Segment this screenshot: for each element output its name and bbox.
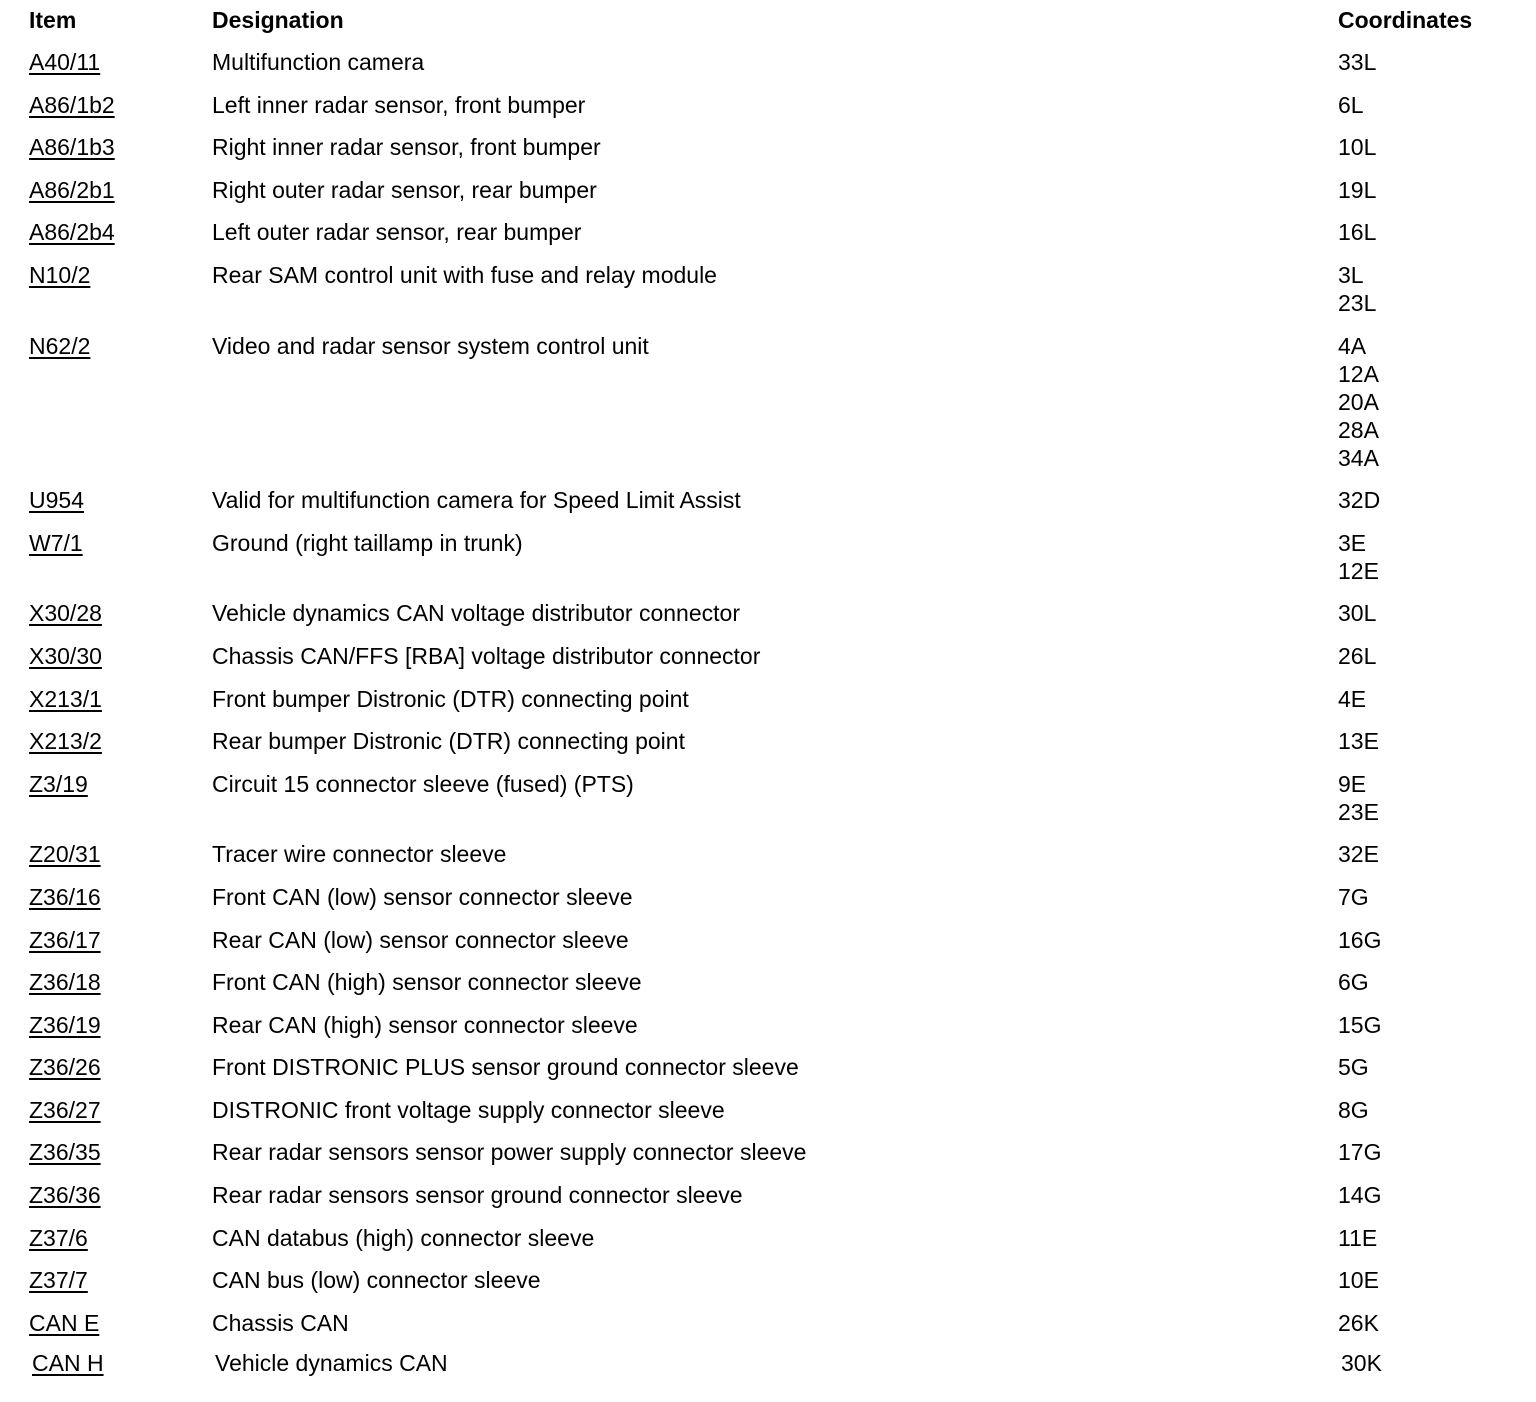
item-link[interactable]: Z37/6 <box>29 1224 88 1251</box>
table-row <box>29 1266 1509 1294</box>
designation-cell: CAN bus (low) connector sleeve <box>212 1267 541 1294</box>
designation-cell: Left outer radar sensor, rear bumper <box>212 219 582 246</box>
table-row <box>29 133 1509 161</box>
coordinate-value: 15G <box>1338 1011 1382 1038</box>
designation-cell: Vehicle dynamics CAN <box>215 1350 448 1377</box>
designation-cell: Front CAN (high) sensor connector sleeve <box>212 969 642 996</box>
item-cell <box>29 926 212 954</box>
designation-cell: Video and radar sensor system control unit <box>212 332 649 359</box>
designation-cell: Rear CAN (high) sensor connector sleeve <box>212 1011 638 1038</box>
table-row <box>29 48 1509 76</box>
coordinates-cell <box>1338 176 1509 204</box>
coordinate-value: 26L <box>1338 642 1377 669</box>
coordinates-cell <box>1338 1096 1509 1124</box>
item-link[interactable]: N62/2 <box>29 332 91 359</box>
coordinate-value: 30K <box>1341 1350 1382 1377</box>
coordinates-cell <box>1338 529 1509 585</box>
coordinate-value: 10L <box>1338 134 1377 161</box>
coordinates-cell <box>1338 91 1509 119</box>
coordinates-cell <box>1338 968 1509 996</box>
coordinate-value: 12A <box>1338 360 1379 387</box>
coordinate-value: 20A <box>1338 388 1379 415</box>
coordinates-cell <box>1338 218 1509 246</box>
item-link[interactable]: A86/1b3 <box>29 134 115 161</box>
table-row <box>29 685 1509 713</box>
table-row <box>29 642 1509 670</box>
coordinate-value: 4A <box>1338 332 1367 359</box>
coordinate-value: 13E <box>1338 728 1379 755</box>
coordinate-value: 8G <box>1338 1096 1369 1123</box>
coordinate-value: 32E <box>1338 841 1379 868</box>
item-cell <box>29 968 212 996</box>
coordinates-cell <box>1338 883 1509 911</box>
item-link[interactable]: CAN H <box>32 1350 104 1377</box>
table-row <box>29 529 1509 585</box>
item-link[interactable]: Z36/35 <box>29 1139 101 1166</box>
designation-cell: Circuit 15 connector sleeve (fused) (PTS) <box>212 770 634 797</box>
coordinates-cell <box>1338 133 1509 161</box>
item-link[interactable]: A40/11 <box>29 49 101 75</box>
item-cell <box>29 1053 212 1081</box>
coordinates-cell <box>1338 840 1509 868</box>
table-row <box>29 1011 1509 1039</box>
designation-cell: Front DISTRONIC PLUS sensor ground connector sleeve <box>212 1054 799 1081</box>
table-row <box>29 486 1509 514</box>
table-header <box>29 6 1509 48</box>
coordinates-cell <box>1338 926 1509 954</box>
table-row <box>29 1053 1509 1081</box>
table-row <box>29 1096 1509 1124</box>
item-cell <box>29 91 212 119</box>
coordinate-value: 17G <box>1338 1139 1382 1166</box>
item-link[interactable]: Z20/31 <box>29 841 101 868</box>
designation-cell: Rear radar sensors sensor power supply connector sleeve <box>212 1139 807 1166</box>
coordinate-value: 4E <box>1338 685 1367 712</box>
coordinates-cell <box>1338 261 1509 317</box>
coordinate-value: 11E <box>1338 1224 1378 1251</box>
table-row <box>29 261 1509 317</box>
designation-cell: Multifunction camera <box>212 49 425 75</box>
coordinate-value: 3E <box>1338 529 1367 556</box>
legend-table <box>29 6 1509 1392</box>
item-cell <box>29 727 212 755</box>
coordinates-cell <box>1338 332 1509 472</box>
coordinates-cell <box>1338 48 1509 76</box>
table-row <box>29 1138 1509 1166</box>
designation-cell: Rear SAM control unit with fuse and relay module <box>212 261 717 288</box>
table-row <box>29 968 1509 996</box>
designation-cell: Rear radar sensors sensor ground connector sleeve <box>212 1182 743 1209</box>
item-link[interactable]: Z36/16 <box>29 883 101 910</box>
coordinate-value: 23E <box>1338 798 1379 825</box>
item-cell <box>29 770 212 798</box>
item-link[interactable]: X213/1 <box>29 685 102 712</box>
coordinates-cell <box>1338 685 1509 713</box>
table-row <box>29 1224 1509 1252</box>
table-row <box>29 218 1509 246</box>
table-row <box>29 332 1509 472</box>
header-designation: Designation <box>212 7 344 33</box>
coordinate-value: 5G <box>1338 1054 1369 1081</box>
coordinate-value: 23L <box>1338 289 1377 316</box>
item-cell <box>29 840 212 868</box>
coordinates-cell <box>1338 1309 1509 1337</box>
coordinate-value: 28A <box>1338 416 1379 443</box>
item-link[interactable]: N10/2 <box>29 261 91 288</box>
coordinate-value: 33L <box>1338 49 1377 75</box>
item-cell <box>29 1181 212 1209</box>
table-row <box>29 770 1509 826</box>
designation-cell: Chassis CAN <box>212 1309 349 1336</box>
item-cell <box>29 1138 212 1166</box>
coordinates-cell <box>1338 1053 1509 1081</box>
table-row <box>29 1181 1509 1209</box>
item-cell <box>29 261 212 289</box>
item-link[interactable]: Z37/7 <box>29 1267 88 1294</box>
table-row <box>29 883 1509 911</box>
coordinate-value: 12E <box>1338 557 1379 584</box>
designation-cell: Ground (right taillamp in trunk) <box>212 529 523 556</box>
coordinate-value: 6L <box>1338 91 1364 118</box>
coordinates-cell <box>1338 1266 1509 1294</box>
item-cell <box>29 642 212 670</box>
table-row <box>29 91 1509 119</box>
item-cell <box>29 1309 212 1337</box>
item-cell <box>29 332 212 360</box>
item-link[interactable]: A86/1b2 <box>29 91 115 118</box>
item-link[interactable]: X213/2 <box>29 728 102 755</box>
coordinates-cell <box>1338 1011 1509 1039</box>
item-cell <box>29 883 212 911</box>
item-cell <box>29 486 212 514</box>
coordinate-value: 3L <box>1338 261 1364 288</box>
item-cell <box>29 48 212 76</box>
coordinates-cell <box>1338 1224 1509 1252</box>
item-link[interactable]: A86/2b1 <box>29 176 115 203</box>
designation-cell: Right inner radar sensor, front bumper <box>212 134 601 161</box>
item-cell <box>29 1011 212 1039</box>
item-link[interactable]: W7/1 <box>29 529 83 556</box>
coordinates-cell <box>1338 486 1509 514</box>
coordinate-value: 16L <box>1338 219 1377 246</box>
designation-cell: Front bumper Distronic (DTR) connecting point <box>212 685 689 712</box>
designation-cell: Left inner radar sensor, front bumper <box>212 91 586 118</box>
designation-cell: Valid for multifunction camera for Speed Limit Assist <box>212 487 741 514</box>
table-row <box>29 599 1509 627</box>
designation-cell: Chassis CAN/FFS [RBA] voltage distributor connector <box>212 642 761 669</box>
coordinates-cell <box>1338 727 1509 755</box>
table-row <box>29 926 1509 954</box>
coordinate-value: 26K <box>1338 1309 1379 1336</box>
item-cell <box>32 1349 215 1377</box>
coordinate-value: 32D <box>1338 487 1381 514</box>
item-cell <box>29 218 212 246</box>
designation-cell: Rear bumper Distronic (DTR) connecting point <box>212 728 685 755</box>
item-link[interactable]: Z36/27 <box>29 1096 101 1123</box>
coordinate-value: 10E <box>1338 1267 1379 1294</box>
item-cell <box>29 1224 212 1252</box>
item-link[interactable]: Z3/19 <box>29 770 88 797</box>
coordinate-value: 7G <box>1338 883 1369 910</box>
table-body <box>29 48 1509 1377</box>
item-cell <box>29 176 212 204</box>
coordinates-cell <box>1338 1181 1509 1209</box>
item-cell <box>29 1096 212 1124</box>
coordinates-cell <box>1338 770 1509 826</box>
table-row <box>29 840 1509 868</box>
coordinate-value: 16G <box>1338 926 1382 953</box>
item-link[interactable]: Z36/17 <box>29 926 101 953</box>
item-link[interactable]: X30/28 <box>29 600 102 627</box>
table-row <box>32 1349 1509 1377</box>
table-row <box>29 1309 1509 1337</box>
coordinate-value: 6G <box>1338 969 1369 996</box>
coordinates-cell <box>1338 599 1509 627</box>
item-cell <box>29 599 212 627</box>
item-cell <box>29 529 212 557</box>
table-row <box>29 176 1509 204</box>
coordinate-value: 14G <box>1338 1182 1382 1209</box>
item-cell <box>29 1266 212 1294</box>
item-cell <box>29 133 212 161</box>
header-coordinates: Coordinates <box>1338 7 1473 33</box>
item-link[interactable]: Z36/36 <box>29 1182 101 1209</box>
table-row <box>29 727 1509 755</box>
coordinate-value: 34A <box>1338 444 1379 471</box>
coordinate-value: 9E <box>1338 770 1367 797</box>
designation-cell: Right outer radar sensor, rear bumper <box>212 176 597 203</box>
coordinate-value: 19L <box>1338 176 1377 203</box>
item-link[interactable]: Z36/18 <box>29 969 101 996</box>
item-link[interactable]: CAN E <box>29 1309 100 1336</box>
header-item: Item <box>29 7 77 33</box>
coordinate-value: 30L <box>1338 600 1377 627</box>
designation-cell: Rear CAN (low) sensor connector sleeve <box>212 926 629 953</box>
item-link[interactable]: Z36/26 <box>29 1054 101 1081</box>
item-link[interactable]: U954 <box>29 487 84 514</box>
item-cell <box>29 685 212 713</box>
coordinates-cell <box>1338 1138 1509 1166</box>
designation-cell: Front CAN (low) sensor connector sleeve <box>212 883 633 910</box>
item-link[interactable]: A86/2b4 <box>29 219 115 246</box>
designation-cell: DISTRONIC front voltage supply connector sleeve <box>212 1096 725 1123</box>
item-link[interactable]: Z36/19 <box>29 1011 101 1038</box>
designation-cell: Vehicle dynamics CAN voltage distributor connector <box>212 600 740 627</box>
item-link[interactable]: X30/30 <box>29 642 102 669</box>
designation-cell: Tracer wire connector sleeve <box>212 841 507 868</box>
coordinates-cell <box>1341 1349 1509 1377</box>
designation-cell: CAN databus (high) connector sleeve <box>212 1224 595 1251</box>
coordinates-cell <box>1338 642 1509 670</box>
